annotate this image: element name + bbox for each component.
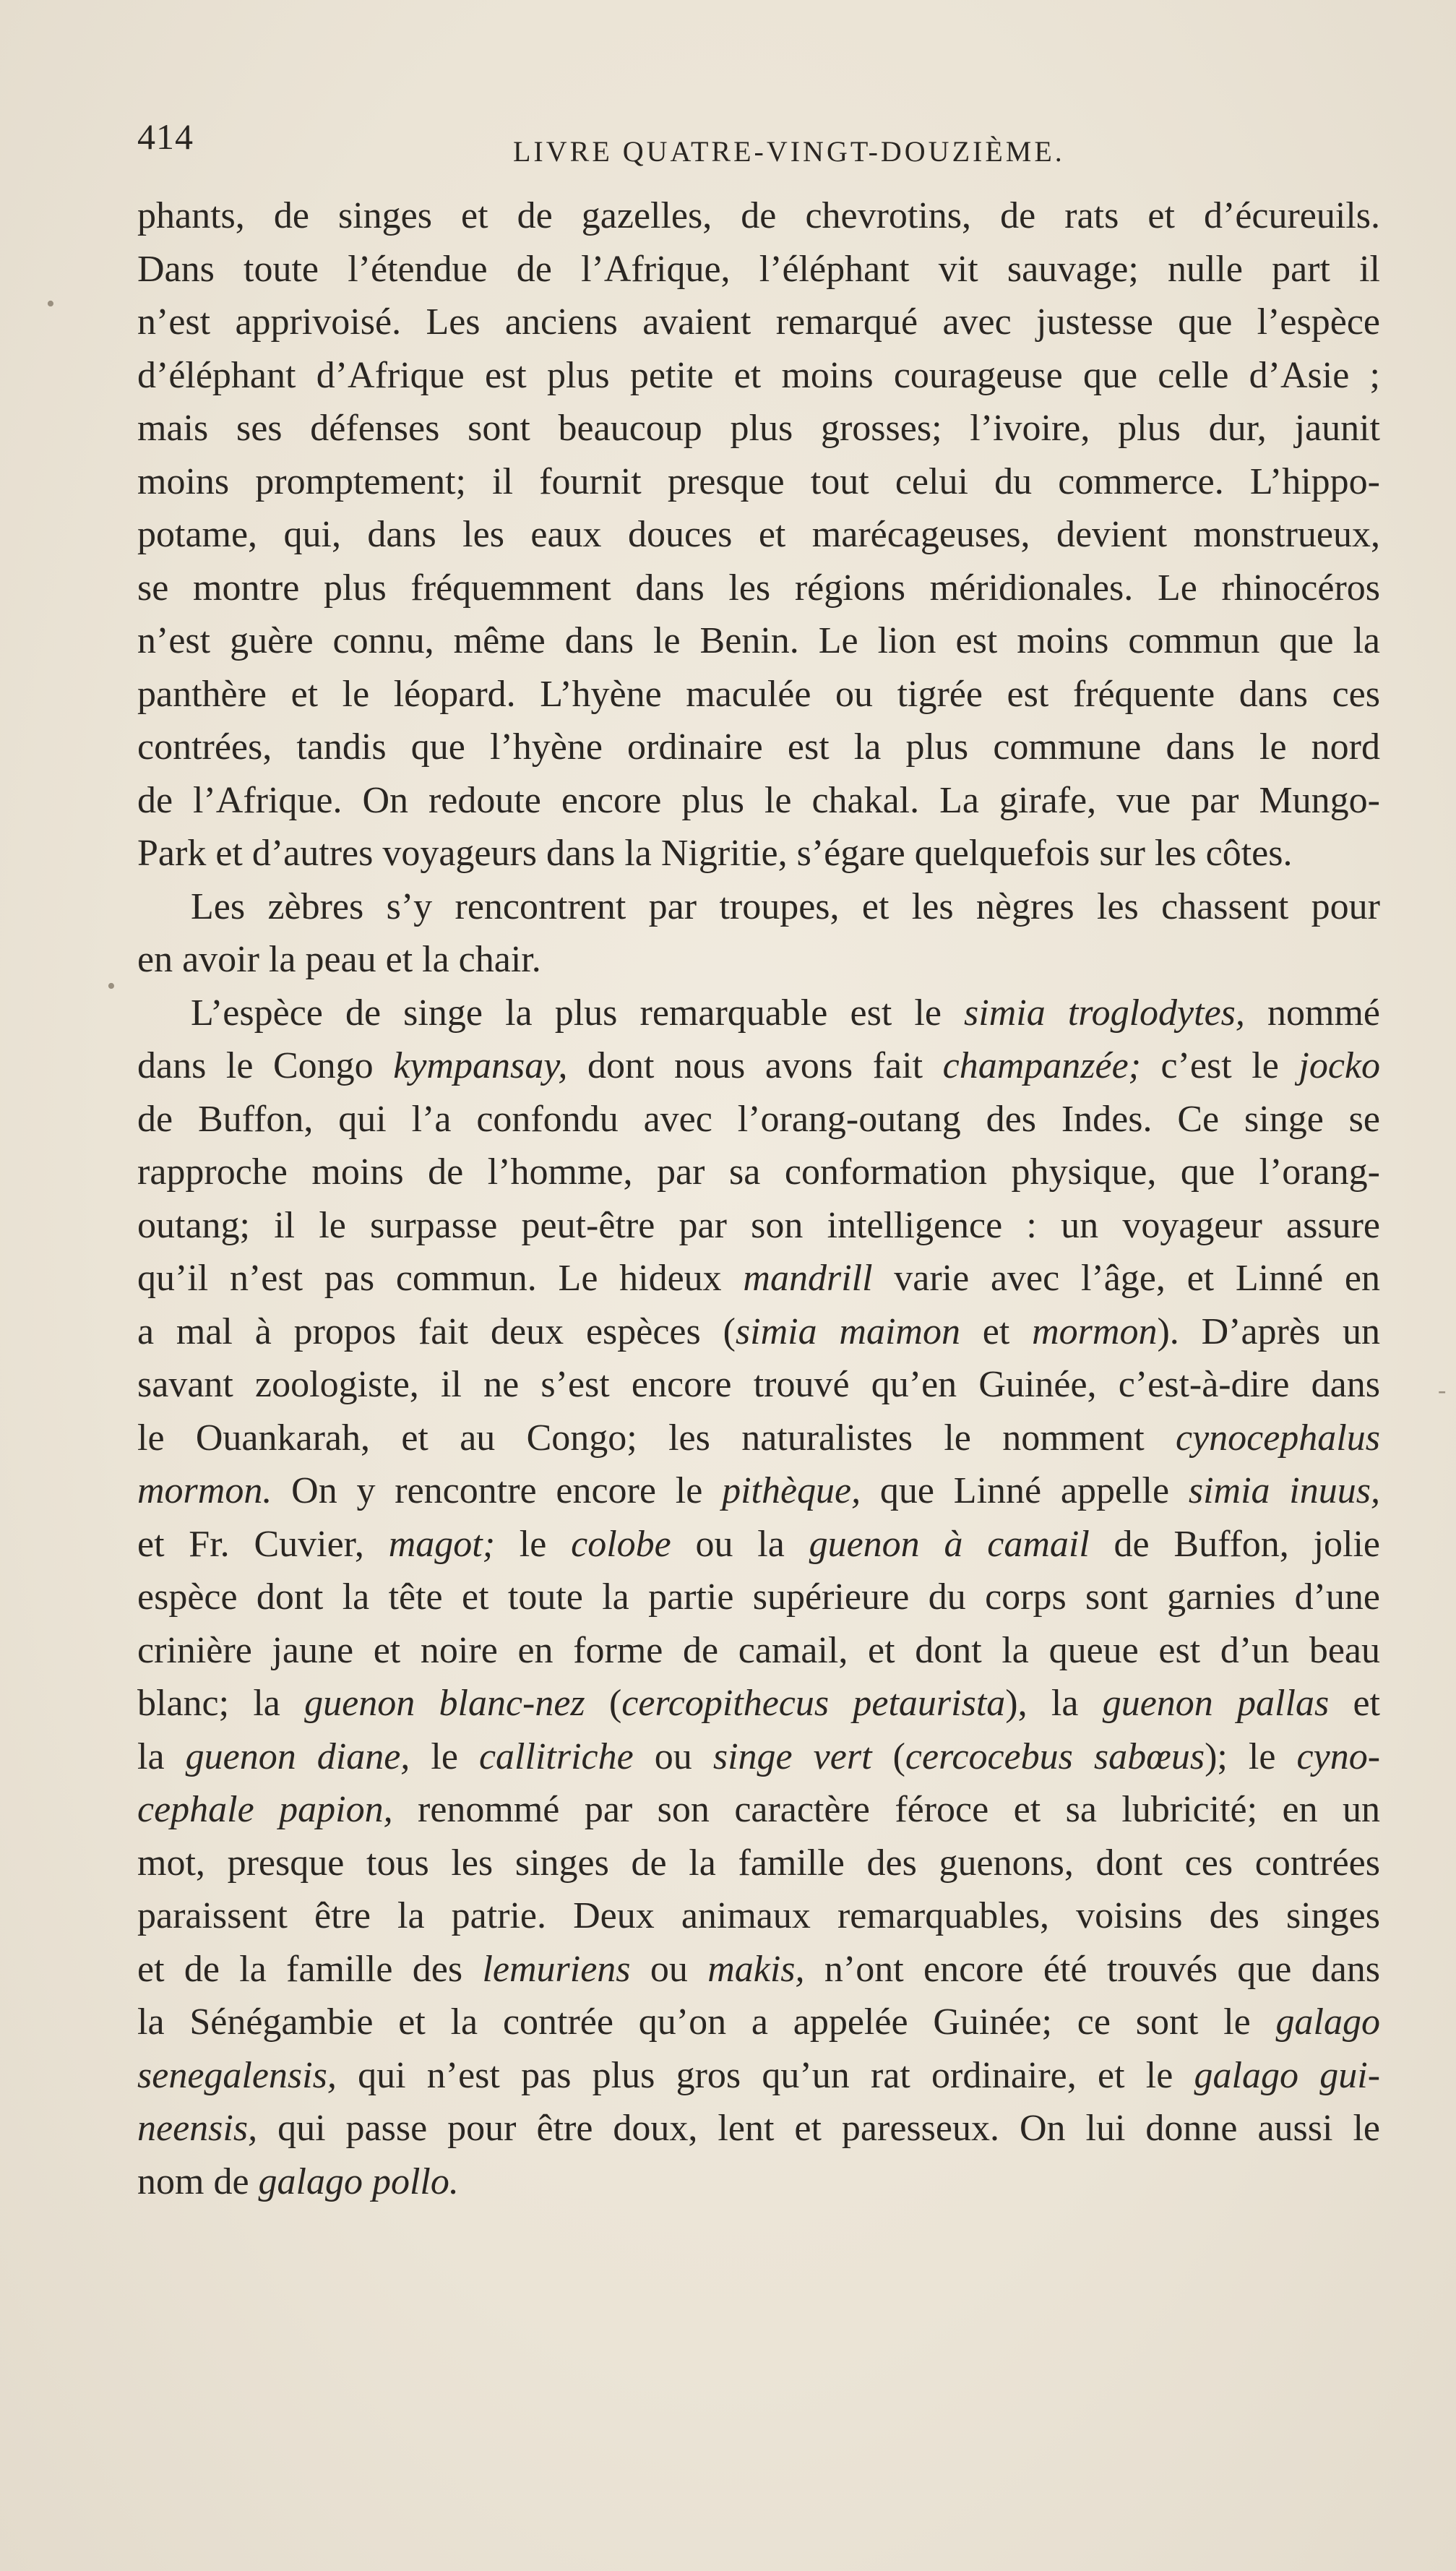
text-run: dans le Congo [137, 1045, 394, 1086]
text-line [137, 1199, 1380, 1253]
text-run: ( [871, 1735, 905, 1777]
text-run: n’ont encore été trouvés que dans [804, 1948, 1381, 1990]
italic-term: callitriche [478, 1735, 634, 1777]
margin-speck: • [46, 291, 55, 317]
italic-term: cynocephalus [1175, 1417, 1380, 1459]
margin-speck: • [107, 973, 116, 1000]
italic-term: cercocebus sabœus [905, 1735, 1205, 1777]
text-run: mais ses défenses sont beaucoup plus grosses; l’ivoire, plus dur, jaunit [137, 408, 1380, 449]
italic-term: simia inuus, [1188, 1470, 1380, 1511]
text-run: renommé par son caractère féroce et sa lubricité; en un [392, 1789, 1380, 1830]
text-line [137, 1624, 1380, 1678]
text-run: n’est apprivoisé. Les anciens avaient remarqué avec justesse que l’espèce [137, 301, 1380, 343]
italic-term: simia troglodytes, [964, 992, 1245, 1034]
italic-term: guenon blanc-nez [304, 1683, 585, 1724]
text-line [137, 880, 1380, 934]
text-run: le [410, 1735, 479, 1777]
margin-speck: - [1438, 1377, 1447, 1404]
text-run: ); le [1205, 1735, 1297, 1777]
text-line [137, 1730, 1380, 1784]
text-run: le [495, 1523, 572, 1565]
text-line [137, 1783, 1380, 1837]
text-line [137, 455, 1380, 509]
text-run: varie avec l’âge, et Linné en [872, 1258, 1380, 1299]
text-run: dont nous avons fait [567, 1045, 943, 1086]
text-run: savant zoologiste, il ne s’est encore trouvé qu’en Guinée, c’est-à-dire dans [137, 1364, 1380, 1405]
text-line [137, 1252, 1380, 1305]
text-line [137, 349, 1380, 403]
text-line [137, 1412, 1380, 1465]
italic-term: galago [1275, 2001, 1380, 2043]
text-run: a mal à propos fait deux espèces ( [137, 1310, 736, 1352]
text-run: et [1329, 1683, 1381, 1724]
text-run: de l’Afrique. On redoute encore plus le chakal. La girafe, vue par Mungo- [137, 779, 1380, 821]
italic-term: galago pollo. [258, 2160, 459, 2202]
text-run: que Linné appelle [861, 1470, 1189, 1511]
text-line [137, 2049, 1380, 2103]
text-run: c’est le [1140, 1045, 1299, 1086]
italic-term: cyno- [1296, 1735, 1381, 1777]
text-run: nommé [1244, 992, 1381, 1034]
text-run: la Sénégambie et la contrée qu’on a appelée Guinée; ce sont le [137, 2001, 1276, 2043]
text-run: espèce dont la tête et toute la partie supérieure du corps sont garnies d’une [137, 1576, 1380, 1618]
italic-term: makis, [707, 1948, 805, 1990]
italic-term: cephale papion, [137, 1789, 393, 1830]
text-line [137, 1358, 1380, 1412]
text-run: L’espèce de singe la plus remarquable est le [191, 992, 965, 1034]
text-run: phants, de singes et de gazelles, de chevrotins, de rats et d’écureuils. [137, 195, 1380, 236]
text-run: ou la [671, 1523, 809, 1565]
text-run: d’éléphant d’Afrique est plus petite et moins courageuse que celle d’Asie ; [137, 354, 1380, 396]
text-run: Park et d’autres voyageurs dans la Nigritie, s’égare quelquefois sur les côtes. [137, 833, 1293, 874]
italic-term: singe vert [712, 1735, 872, 1777]
text-run: qui passe pour être doux, lent et paresseux. On lui donne aussi le [257, 2108, 1380, 2149]
text-line [137, 614, 1380, 668]
text-line [137, 827, 1380, 880]
text-line [137, 1093, 1380, 1146]
text-line [137, 1305, 1380, 1359]
text-run: qui n’est pas plus gros qu’un rat ordinaire, et le [336, 2054, 1194, 2096]
text-run: la [137, 1735, 186, 1777]
italic-term: mormon. [137, 1470, 272, 1511]
italic-term: cercopithecus petaurista [621, 1683, 1006, 1724]
italic-term: magot; [388, 1523, 496, 1565]
text-line [137, 1464, 1380, 1518]
text-line [137, 508, 1380, 562]
text-run: ( [585, 1683, 622, 1724]
text-run: qu’il n’est pas commun. Le hideux [137, 1258, 744, 1299]
text-run: moins promptement; il fournit presque tout celui du commerce. L’hippo- [137, 460, 1380, 502]
text-run: On y rencontre encore le [272, 1470, 723, 1511]
text-line [137, 189, 1380, 243]
text-run: de Buffon, qui l’a confondu avec l’orang-outang des Indes. Ce singe se [137, 1098, 1380, 1140]
text-run: et de la famille des [137, 1948, 483, 1990]
text-line [137, 296, 1380, 349]
text-run: outang; il le surpasse peut-être par son intelligence : un voyageur assure [137, 1204, 1380, 1246]
italic-term: mandrill [743, 1258, 873, 1299]
italic-term: guenon diane, [185, 1735, 410, 1777]
text-run: potame, qui, dans les eaux douces et marécageuses, devient monstrueux, [137, 514, 1380, 555]
text-line [137, 1518, 1380, 1571]
italic-term: jocko [1298, 1045, 1381, 1086]
text-run: crinière jaune et noire en forme de camail, et dont la queue est d’un beau [137, 1629, 1380, 1671]
text-run: ou [633, 1735, 713, 1777]
running-head: LIVRE QUATRE-VINGT-DOUZIÈME. [513, 135, 1065, 168]
italic-term: guenon à camail [809, 1523, 1090, 1565]
text-line [137, 1039, 1380, 1093]
body-text [137, 189, 1380, 2208]
text-line [137, 721, 1380, 774]
text-line [137, 1889, 1380, 1943]
text-line [137, 1996, 1380, 2049]
text-line [137, 562, 1380, 615]
italic-term: lemuriens [482, 1948, 631, 1990]
italic-term: kympansay, [393, 1045, 568, 1086]
italic-term: galago gui- [1194, 2054, 1381, 2096]
text-run: Les zèbres s’y rencontrent par troupes, et les nègres les chassent pour [191, 885, 1380, 927]
text-run: nom de [137, 2160, 259, 2202]
text-line [137, 1677, 1380, 1730]
text-line [137, 402, 1380, 455]
text-line [137, 933, 1380, 987]
text-run: le Ouankarah, et au Congo; les naturalistes le nomment [137, 1417, 1176, 1459]
text-line [137, 1943, 1380, 1996]
italic-term: simia maimon [735, 1310, 960, 1352]
text-run: ), la [1005, 1683, 1103, 1724]
text-run: et Fr. Cuvier, [137, 1523, 389, 1565]
text-line [137, 2155, 1380, 2209]
text-run: en avoir la peau et la chair. [137, 939, 541, 980]
text-line [137, 1837, 1380, 1890]
text-line [137, 1146, 1380, 1199]
italic-term: pithèque, [722, 1470, 861, 1511]
text-run: paraissent être la patrie. Deux animaux remarquables, voisins des singes [137, 1895, 1380, 1936]
italic-term: champanzée; [942, 1045, 1141, 1086]
text-run: se montre plus fréquemment dans les régions méridionales. Le rhinocéros [137, 567, 1380, 609]
italic-term: colobe [571, 1523, 671, 1565]
text-run: mot, presque tous les singes de la famille des guenons, dont ces contrées [137, 1842, 1380, 1884]
page-header [137, 116, 1380, 173]
text-run: ou [630, 1948, 708, 1990]
text-run: n’est guère connu, même dans le Benin. Le lion est moins commun que la [137, 620, 1380, 661]
text-line [137, 1571, 1380, 1624]
text-run: et [960, 1310, 1033, 1352]
italic-term: guenon pallas [1102, 1683, 1330, 1724]
text-line [137, 668, 1380, 721]
text-line [137, 2102, 1380, 2155]
text-line [137, 774, 1380, 828]
italic-term: senegalensis, [137, 2054, 337, 2096]
text-run: rapproche moins de l’homme, par sa conformation physique, que l’orang- [137, 1151, 1380, 1193]
italic-term: neensis, [137, 2108, 258, 2149]
page-number: 414 [137, 116, 194, 157]
text-run: Dans toute l’étendue de l’Afrique, l’éléphant vit sauvage; nulle part il [137, 248, 1380, 290]
text-run: contrées, tandis que l’hyène ordinaire est la plus commune dans le nord [137, 726, 1380, 768]
text-line [137, 243, 1380, 296]
italic-term: mormon [1032, 1310, 1158, 1352]
text-run: panthère et le léopard. L’hyène maculée ou tigrée est fréquente dans ces [137, 673, 1380, 715]
text-run: de Buffon, jolie [1089, 1523, 1380, 1565]
text-run: blanc; la [137, 1683, 305, 1724]
text-run: ). D’après un [1157, 1310, 1380, 1352]
text-line [137, 987, 1380, 1040]
